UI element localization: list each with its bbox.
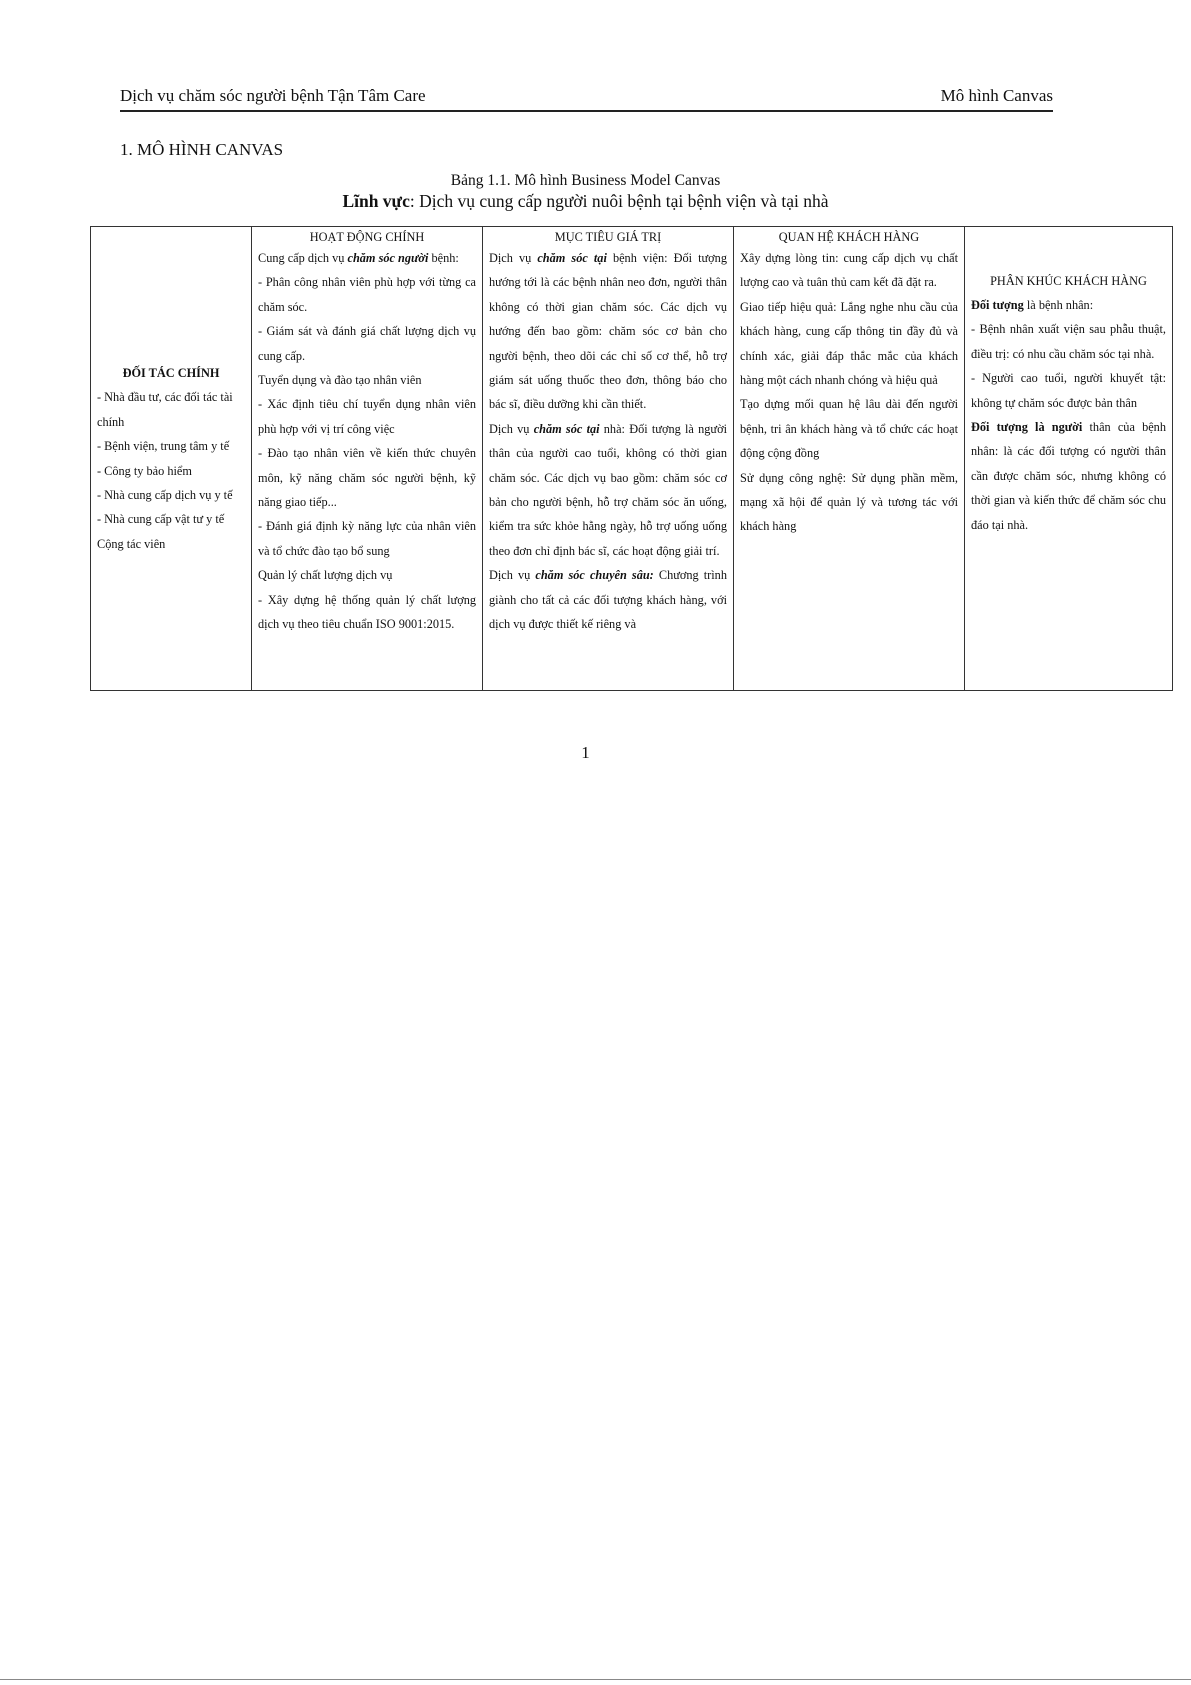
list-item: - Phân công nhân viên phù hợp với từng ca chăm sóc. (258, 275, 476, 314)
header-document-title: Dịch vụ chăm sóc người bệnh Tận Tâm Care (120, 86, 426, 105)
list-item: - Nhà cung cấp vật tư y tế (97, 512, 225, 527)
list-item: - Công ty bảo hiểm (97, 463, 192, 478)
list-item: - Người cao tuổi, người khuyết tật: không tự chăm sóc được bản thân (971, 371, 1166, 410)
footer-divider (0, 1679, 1191, 1680)
list-item: - Giám sát và đánh giá chất lượng dịch vụ cung cấp. (258, 324, 476, 363)
list-item: Sử dụng công nghệ: Sử dụng phần mềm, mạng xã hội để quản lý và tương tác với khách hàng (740, 470, 958, 534)
list-item: Đối tượng là bệnh nhân: (971, 298, 1094, 312)
business-model-canvas-table (90, 226, 1173, 691)
customer-segments-title: PHÂN KHÚC KHÁCH HÀNG (990, 274, 1147, 288)
list-item: - Bệnh nhân xuất viện sau phẫu thuật, điều trị: có nhu cầu chăm sóc tại nhà. (971, 322, 1166, 361)
value-propositions-title: MỤC TIÊU GIÁ TRỊ (554, 230, 662, 244)
list-item: Cung cấp dịch vụ chăm sóc người bệnh: (258, 251, 459, 265)
customer-relationships-title: QUAN HỆ KHÁCH HÀNG (778, 230, 920, 244)
header-section-name: Mô hình Canvas (940, 86, 1053, 105)
list-item: - Bệnh viện, trung tâm y tế (97, 439, 230, 454)
table-row (91, 227, 1173, 691)
table-caption: Bảng 1.1. Mô hình Business Model Canvas (450, 172, 721, 189)
list-item: Dịch vụ chăm sóc tại bệnh viện: Đối tượng hướng tới là các bệnh nhân neo đơn, người thân không có thời gian chăm sóc. Các dịch vụ hướng đến bao gồm: chăm sóc cơ bản cho người bệnh, theo dõi các chỉ số cơ thể, hỗ trợ giám sát uống thuốc theo đơn, thông báo cho bác sĩ, điều dưỡng khi cần thiết. (489, 251, 727, 412)
list-item: - Đào tạo nhân viên về kiến thức chuyên môn, kỹ năng chăm sóc người bệnh, kỹ năng giao tiếp... (258, 446, 476, 510)
key-activities-title: HOẠT ĐỘNG CHÍNH (309, 230, 425, 244)
customer-segments-cell (965, 227, 1173, 691)
list-item: Dịch vụ chăm sóc tại nhà: Đối tượng là người thân của người cao tuổi, không có thời gian chăm sóc. Các dịch vụ bao gồm: chăm sóc cơ bản cho người bệnh, hỗ trợ chăm sóc ăn uống, kiểm tra sức khỏe hằng ngày, hỗ trợ uống uống theo đơn chỉ định bác sĩ, các hoạt động giải trí. (489, 421, 727, 558)
table-subcaption (0, 191, 1171, 212)
list-item: Xây dựng lòng tin: cung cấp dịch vụ chất lượng cao và tuân thủ cam kết đã đặt ra. (740, 251, 958, 290)
list-item: Đối tượng là người thân của bệnh nhân: là các đối tượng có người thân cần được chăm sóc, nhưng không có thời gian và kiến thức để chăm sóc chu đáo tại nhà. (971, 420, 1166, 532)
list-item: - Xác định tiêu chí tuyển dụng nhân viên phù hợp với vị trí công việc (258, 397, 476, 436)
key-partners-cell (91, 227, 252, 691)
list-item: Cộng tác viên (97, 536, 166, 551)
key-activities-cell (252, 227, 483, 691)
list-item: - Nhà cung cấp dịch vụ y tế (97, 487, 233, 502)
page-header (120, 86, 1053, 112)
list-item: - Xây dựng hệ thống quản lý chất lượng dịch vụ theo tiêu chuẩn ISO 9001:2015. (258, 592, 476, 632)
list-item: Giao tiếp hiệu quả: Lắng nghe nhu cầu của khách hàng, cung cấp thông tin đầy đủ và chính xác, giải đáp thắc mắc của khách hàng một cách nhanh chóng và hiệu quả (740, 299, 958, 388)
field-label: Lĩnh vực (342, 191, 410, 211)
list-item: Dịch vụ chăm sóc chuyên sâu: Chương trình giành cho tất cả các đối tượng khách hàng, với dịch vụ được thiết kế riêng và (489, 568, 727, 632)
list-item: Tạo dựng mối quan hệ lâu dài đến người bệnh, tri ân khách hàng và tổ chức các hoạt động cộng đồng (740, 397, 958, 461)
field-value: : Dịch vụ cung cấp người nuôi bệnh tại bệnh viện và tại nhà (409, 191, 829, 211)
list-item: Tuyển dụng và đào tạo nhân viên (258, 373, 422, 388)
customer-relationships-cell (734, 227, 965, 691)
section-title: 1. MÔ HÌNH CANVAS (120, 140, 284, 159)
value-propositions-cell (483, 227, 734, 691)
list-item: Quản lý chất lượng dịch vụ (258, 568, 393, 583)
list-item: - Đánh giá định kỳ năng lực của nhân viên và tổ chức đào tạo bổ sung (258, 519, 476, 558)
key-partners-title: ĐỐI TÁC CHÍNH (122, 365, 220, 380)
page-number: 1 (581, 743, 590, 762)
list-item: - Nhà đầu tư, các đối tác tài chính (97, 390, 233, 429)
